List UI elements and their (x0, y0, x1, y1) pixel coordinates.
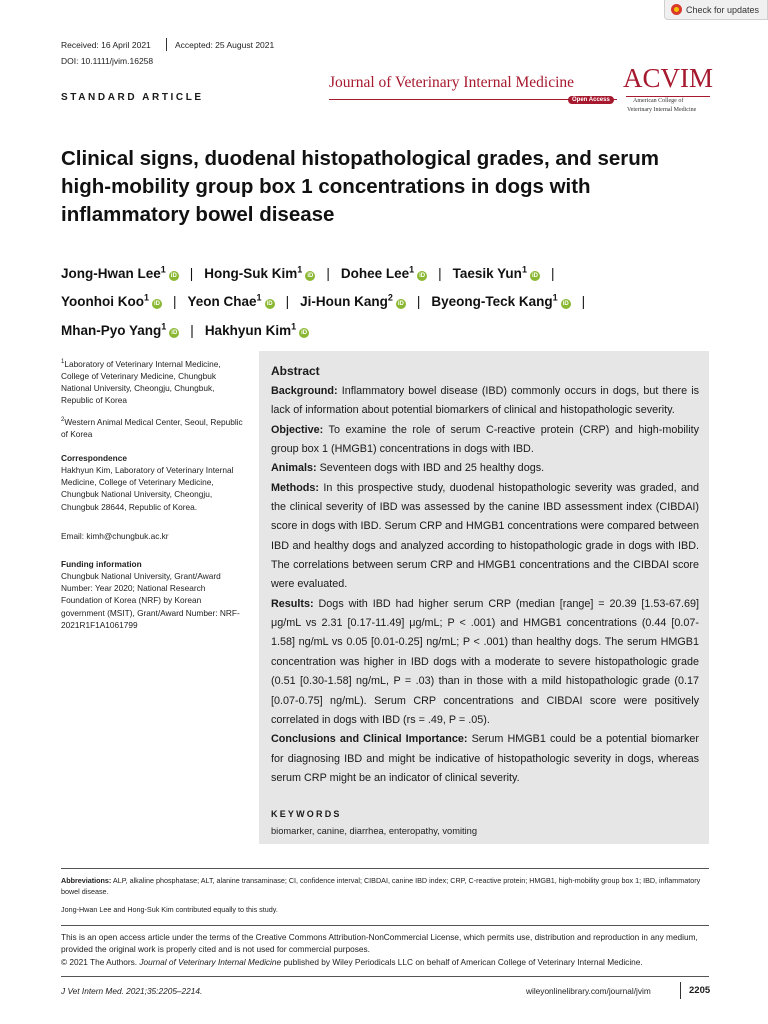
article-title: Clinical signs, duodenal histopathological grades, and serum high-mobility group box 1 concentrations in dogs with inflammatory bowel disease (61, 147, 660, 226)
author-affiliation: 1 (297, 264, 303, 274)
correspondence-heading: Correspondence (61, 453, 127, 463)
section-text: Seventeen dogs with IBD and 25 healthy dogs. (316, 462, 545, 475)
page-number: 2205 (689, 985, 711, 996)
author-name: Yoonhoi Koo (61, 294, 144, 309)
section-label: Methods: (271, 481, 319, 494)
abstract-results (271, 595, 699, 730)
author (453, 266, 540, 281)
article-type: STANDARD ARTICLE (61, 92, 204, 103)
equal-contribution-footnote: Jong-Hwan Lee and Hong-Suk Kim contributed equally to this study. (61, 905, 278, 914)
orcid-icon[interactable]: iD (307, 272, 314, 279)
orcid-icon[interactable]: iD (397, 301, 404, 307)
copyright-line (61, 956, 711, 968)
abstract-methods (271, 479, 699, 595)
copyright-suffix: published by Wiley Periodicals LLC on behalf of American College of Veterinary Internal Medicine. (281, 957, 643, 967)
author-affiliation: 1 (256, 292, 262, 303)
abbreviations-footnote (61, 875, 711, 897)
citation (61, 986, 202, 996)
author-name: Mhan-Pyo Yang (61, 322, 162, 338)
section-text: Inflammatory bowel disease (IBD) commonly occurs in dogs, but there is lack of information about potential biomarkers of clinical and histopathologic severity. (271, 385, 699, 417)
author-name: Yeon Chae (187, 294, 257, 309)
journal-name: Journal of Veterinary Internal Medicine (329, 74, 575, 91)
author (204, 266, 315, 281)
orcid-icon[interactable]: iD (170, 272, 177, 279)
acvim-logo-subtitle-2: Veterinary Internal Medicine (627, 107, 697, 113)
copyright-journal: Journal of Veterinary Internal Medicine (139, 957, 282, 967)
section-text: To examine the role of serum C-reactive protein (CRP) and high-mobility group box 1 (HMGB1) concentrations in dogs with IBD. (271, 423, 699, 456)
author-name: Taesik Yun (452, 265, 522, 281)
orcid-icon[interactable]: iD (171, 329, 178, 336)
section-label: Objective: (271, 423, 324, 436)
orcid-icon[interactable]: iD (419, 272, 426, 279)
author-affiliation: 1 (552, 292, 558, 303)
affiliation-text: Laboratory of Veterinary Internal Medicine, College of Veterinary Medicine, Chungbuk National University, Cheongju, Chungbuk, Republic of Korea (61, 358, 221, 406)
author (61, 323, 179, 338)
received-date: Received: 16 April 2021 (61, 40, 151, 50)
author-name: Dohee Lee (340, 265, 410, 281)
author-affiliation: 1 (291, 321, 297, 331)
acvim-rule (626, 96, 710, 97)
abstract-conclusions (271, 730, 699, 788)
author-affiliation: 1 (521, 264, 527, 274)
affiliation-number: 2 (61, 417, 65, 423)
orcid-icon[interactable]: iD (154, 301, 160, 307)
author-name: Hong-Suk Kim (204, 265, 298, 281)
author (300, 294, 406, 309)
affiliation-2 (61, 414, 246, 440)
check-for-updates-label: Check for updates (686, 4, 760, 15)
correspondence-email[interactable]: Email: kimh@chungbuk.ac.kr (61, 531, 169, 541)
accepted-date: Accepted: 25 August 2021 (175, 40, 275, 50)
abstract-objective (271, 421, 699, 460)
section-label: Background: (271, 385, 338, 397)
section-text: Dogs with IBD had higher serum CRP (median [range] = 20.39 [1.53-67.69] μg/mL vs 2.31 [0.17-11.49] μg/mL; P < .001) and HMGB1 concentrations (0.44 [0.07-1.58] ng/mL vs 0.05 [0.01-0.25] ng/mL; P < .001) than healthy dogs. The serum HMGB1 concentration was higher in IBD dogs with a moderate to severe histopathologic grade (0.51 [0.30-1.58] ng/mL, P = .03) than in those with a mild histopathologic grade (0.17 [0.07-0.75] ng/mL). Serum CRP concentrations and CIBDAI score were positively correlated in dogs with IBD (rs = .49, P = .05). (271, 597, 699, 726)
author (61, 294, 162, 309)
affiliation-1 (61, 356, 246, 407)
funding-text: Chungbuk National University, Grant/Award Number: Year 2020; National Research Foundation of Korea (NRF) by Korean government (MSIT), Grant/Award Number: NRF-2021R1F1A1061799 (61, 571, 240, 630)
copyright-prefix: © 2021 The Authors. (61, 957, 140, 967)
abstract-heading: Abstract (271, 364, 320, 378)
author (431, 294, 570, 309)
footer-rule (61, 976, 709, 977)
author-affiliation: 1 (409, 264, 415, 274)
orcid-icon[interactable]: iD (301, 329, 308, 336)
author-affiliation: 2 (387, 292, 393, 303)
correspondence-text: Hakhyun Kim, Laboratory of Veterinary Internal Medicine, College of Veterinary Medicine, Chungbuk National University, Cheongju, Chungbuk 28644, Republic of Korea. (61, 465, 234, 512)
orcid-icon[interactable]: iD (562, 301, 569, 307)
author-affiliation: 1 (161, 321, 167, 331)
section-text: Serum HMGB1 could be a potential biomarker for diagnosing IBD and might be indicative of histopathologic severity in dogs, whereas serum CRP might be an indicator of clinical severity. (271, 733, 699, 784)
abbreviations-text: ALP, alkaline phosphatase; ALT, alanine transaminase; CI, confidence interval; CIBDAI, canine IBD index; CRP, C-reactive protein; HMGB1, high-mobility group box 1; IBD, inflammatory bowel disease. (61, 876, 701, 896)
author (341, 266, 427, 281)
section-label: Animals: (271, 462, 317, 475)
keywords-list: biomarker, canine, diarrhea, enteropathy, vomiting (271, 826, 478, 836)
abbreviations-label: Abbreviations: (61, 876, 112, 885)
citation-text: J Vet Intern Med. 2021;35:2205–2214. (61, 986, 203, 996)
abstract-background (271, 382, 699, 421)
license-rule (61, 925, 709, 926)
journal-url-link[interactable]: wileyonlinelibrary.com/journal/jvim (526, 986, 651, 996)
section-label: Results: (271, 597, 314, 610)
abstract-animals (271, 459, 699, 478)
author (188, 294, 275, 309)
author-name: Byeong-Teck Kang (431, 294, 553, 309)
footer-divider (680, 982, 681, 999)
check-for-updates-button[interactable] (664, 0, 768, 20)
section-label: Conclusions and Clinical Importance: (271, 733, 468, 746)
section-text: In this prospective study, duodenal histopathologic severity was graded, and the clinical severity of IBD was assessed by the canine IBD assessment index (CIBDAI) score in dogs with IBD. Serum CRP and HMGB1 concentrations were compared between IBD and healthy dogs and analyzed according to histopathologic grade in dogs with IBD. The correlations between serum CRP and HMGB1 concentrations and the CIBDAI score were evaluated. (271, 481, 699, 591)
keywords-heading: KEYWORDS (271, 809, 342, 819)
acvim-logo-subtitle: American College of (633, 98, 684, 104)
author-name: Hakhyun Kim (204, 322, 292, 338)
orcid-icon[interactable]: iD (531, 272, 538, 279)
author-affiliation: 1 (160, 264, 166, 274)
license-text: This is an open access article under the terms of the Creative Commons Attribution-NonCommercial License, which permits use, distribution and reproduction in any medium, provided the original work is properly cited and is not used for commercial purposes. (61, 932, 698, 954)
author (205, 323, 309, 338)
author-name: Jong-Hwan Lee (61, 265, 161, 281)
acvim-logo: ACVIM (623, 63, 714, 93)
header-divider (166, 38, 167, 51)
abstract-content (271, 363, 699, 788)
open-access-badge: Open Access (568, 96, 614, 104)
author-name: Ji-Houn Kang (300, 294, 388, 309)
funding-heading: Funding information (61, 559, 142, 569)
affiliation-text: Western Animal Medical Center, Seoul, Republic of Korea (61, 416, 243, 439)
doi-link[interactable]: DOI: 10.1111/jvim.16258 (61, 56, 154, 66)
orcid-icon[interactable]: iD (266, 301, 273, 307)
author (61, 266, 179, 281)
author-list: Jong-Hwan Lee$^1$iD | Hong-Suk Kim$^1$iD | Dohee Lee$^1$iD | Taesik Yun$^1$iD | Yoonhoi Koo$^1$iD | Yeon Chae$^1$iD | Ji-Houn Kang$^2$iD | Byeong-Teck Kang$^1$iD | Mhan-Pyo Yang$^1$iD | Hakhyun Kim$^1$iD (61, 264, 586, 338)
crossmark-icon (671, 4, 682, 15)
author-affiliation: 1 (143, 292, 149, 303)
footnote-rule (61, 868, 709, 869)
affiliation-number: 1 (61, 359, 65, 365)
